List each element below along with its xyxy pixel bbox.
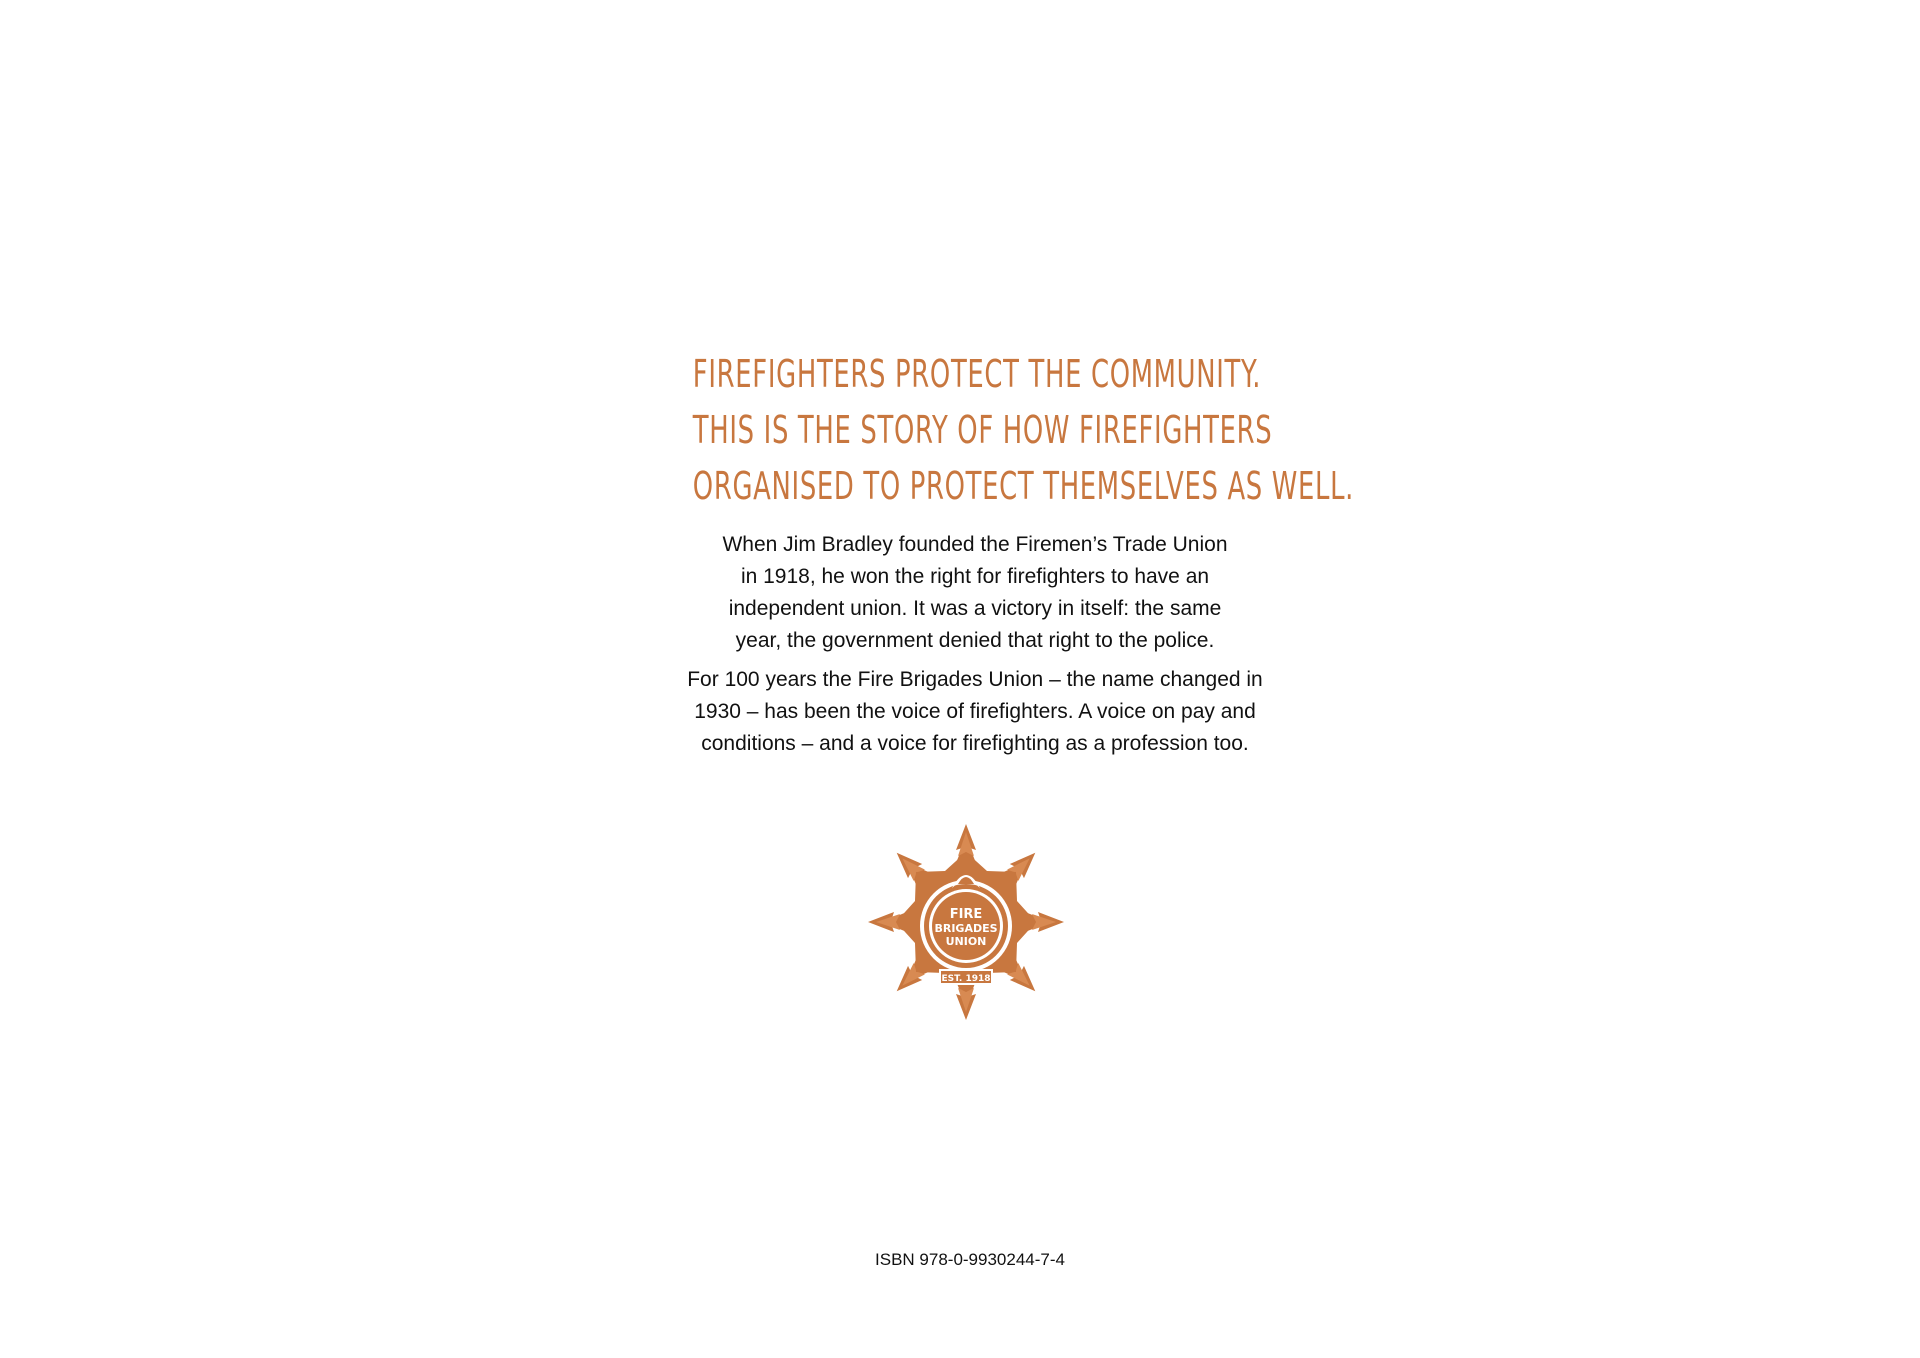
- isbn-number: ISBN 978-0-9930244-7-4: [875, 1250, 1065, 1269]
- paragraph-line: in 1918, he won the right for firefighters to have an: [740, 565, 1210, 588]
- paragraph-line: year, the government denied that right to the police.: [735, 629, 1215, 652]
- headline-line-1: FIREFIGHTERS PROTECT THE COMMUNITY.: [692, 352, 1262, 396]
- paragraph-century: [600, 664, 1350, 760]
- headline-line-3: ORGANISED TO PROTECT THEMSELVES AS WELL.: [692, 464, 1355, 508]
- paragraph-line: For 100 years the Fire Brigades Union – the name changed in: [687, 668, 1263, 691]
- emblem-text-fire: FIRE: [949, 907, 983, 922]
- headline: [692, 346, 1355, 514]
- headline-line-2: THIS IS THE STORY OF HOW FIREFIGHTERS: [692, 408, 1273, 452]
- paragraph-founding: [600, 529, 1350, 657]
- emblem-text-union: UNION: [945, 935, 987, 948]
- paragraph-line: independent union. It was a victory in itself: the same: [728, 597, 1222, 620]
- paragraph-line: When Jim Bradley founded the Firemen’s Trade Union: [722, 533, 1228, 556]
- emblem-text-est: EST. 1918: [941, 974, 991, 984]
- fire-brigades-union-emblem-icon: [866, 822, 1066, 1022]
- paragraph-line: 1930 – has been the voice of firefighters. A voice on pay and: [694, 700, 1256, 723]
- emblem-text-brigades: BRIGADES: [934, 922, 998, 935]
- paragraph-line: conditions – and a voice for firefighting as a profession too.: [701, 732, 1249, 755]
